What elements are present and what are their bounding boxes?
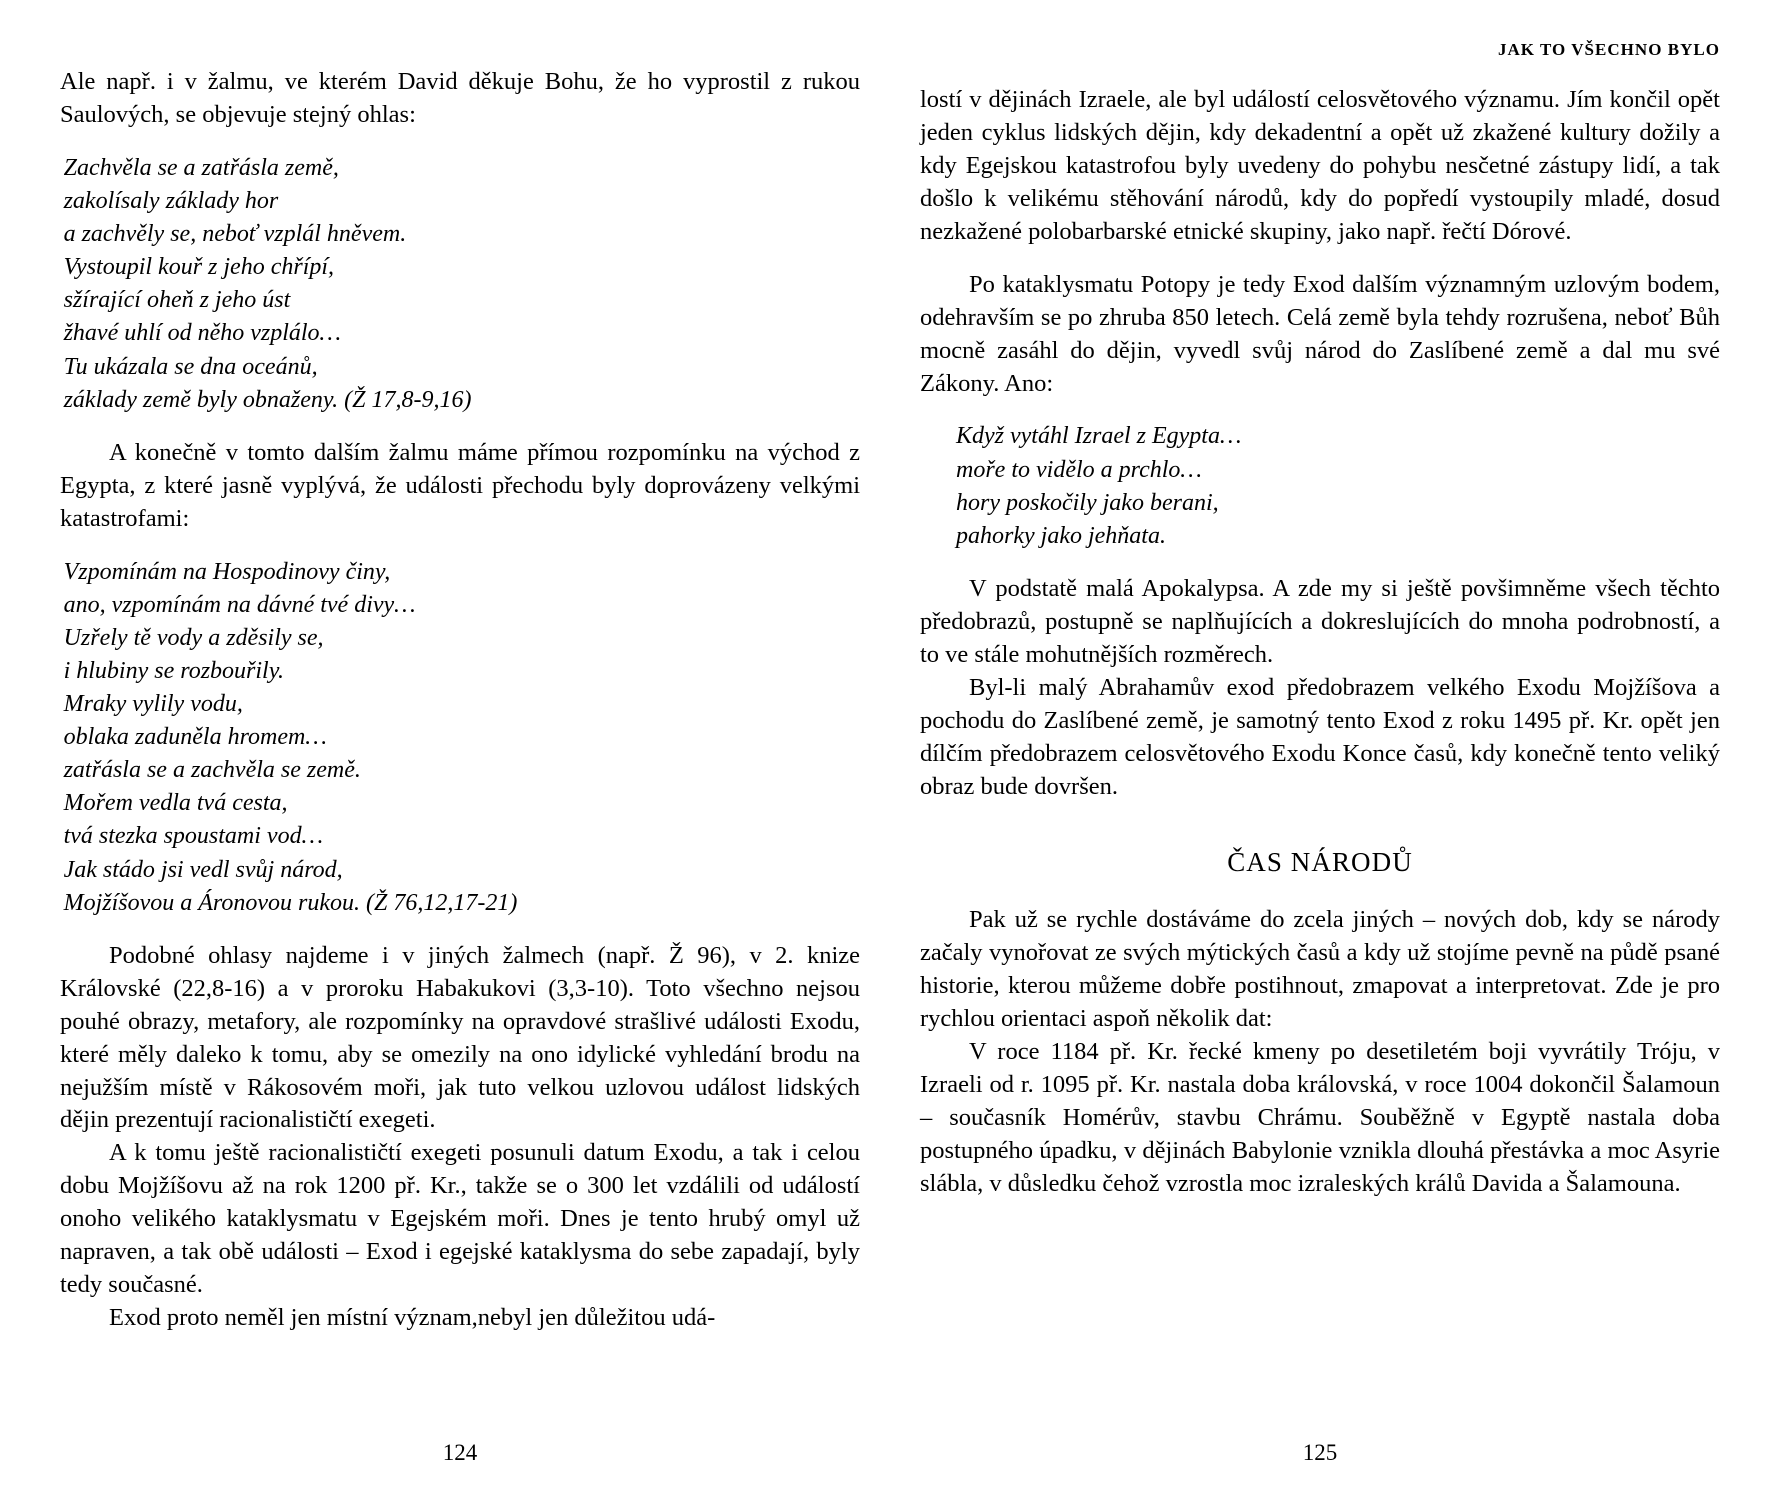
running-head: JAK TO VŠECHNO BYLO — [1497, 40, 1720, 59]
verse-line: Vzpomínám na Hospodinovy činy, — [63, 558, 391, 585]
verse-line: Vystoupil kouř z jeho chřípí, — [63, 254, 335, 281]
verse-line: Uzřely tě vody a zděsily se, — [63, 624, 324, 651]
paragraph-right-4: Byl-li malý Abrahamův exod předobrazem velkého Exodu Mojžíšova a pochodu do Zaslíbené země, je samotný tento Exod z roku 1495 př. Kr. opět jen dílčím předobrazem celosvětového Exodu Konce časů, kdy konečně tento veliký obraz bude dovršen. — [920, 673, 1720, 800]
verse-line: oblaka zaduněla hromem… — [63, 724, 327, 751]
verse-line: i hlubiny se rozbouřily. — [63, 657, 285, 684]
section-heading: ČAS NÁRODŮ — [1227, 847, 1413, 878]
verse-line: Mojžíšovou a Áronovou rukou. (Ž 76,12,17-21) — [63, 889, 518, 916]
verse-block-left-2 — [60, 556, 860, 920]
verse-block-right-1 — [920, 420, 1720, 552]
paragraph-right-2: Po kataklysmatu Potopy je tedy Exod dalším významným uzlovým bodem, odehravším se po zhruba 850 letech. Celá země byla tehdy rozrušena, neboť Bůh mocně zasáhl do dějin, vyvedl svůj národ do Zaslíbené země a dal mu své Zákony. Ano: — [920, 270, 1720, 397]
verse-line: žhavé uhlí od něho vzplálo… — [63, 320, 341, 347]
verse-line: sžírající oheň z jeho úst — [63, 287, 291, 314]
verse-line: Když vytáhl Izrael z Egypta… — [956, 423, 1242, 450]
page-number-right: 125 — [1302, 1440, 1338, 1465]
verse-line: tvá stezka spoustami vod… — [63, 823, 323, 850]
verse-line: Zachvěla se a zatřásla země, — [63, 154, 339, 181]
verse-line: pahorky jako jehňata. — [956, 522, 1166, 549]
paragraph-right-1: lostí v dějinách Izraele, ale byl událostí celosvětového významu. Jím končil opět jeden cyklus lidských dějin, kdy dekadentní a opět už zkažené kultury dožily a kdy Egejskou katastrofou byly uvedeny do pohybu nesčetné zástupy lidí, a tak došlo k velikému stěhování národů, kdy do popředí vystoupily mladé, dosud nezkažené polobarbarské etnické skupiny, jako např. řečtí Dórové. — [920, 86, 1720, 245]
verse-line: zatřásla se a zachvěla se země. — [63, 757, 361, 784]
paragraph-left-4: A k tomu ještě racionalističtí exegeti posunuli datum Exodu, a tak i celou dobu Mojžíšovu až na rok 1200 př. Kr., takže se o 300 let vzdálili od událostí onoho velikého kataklysmatu v Egejském moři. Dnes je tento hrubý omyl už napraven, a tak obě události – Exod i egejské kataklysma do sebe zapadají, byly tedy současné. — [60, 1139, 860, 1299]
paragraph-left-3: Podobné ohlasy najdeme i v jiných žalmech (např. Ž 96), v 2. knize Královské (22,8-16) a v proroku Habakukovi (3,3-10). Toto všechno nejsou pouhé obrazy, metafory, ale rozpomínky na opravdové strašlivé události Exodu, které měly daleko k tomu, aby se omezily na ono idylické vyhledání brodu na nejužším místě v Rákosovém moři, jak tuto velkou uzlovou událost lidských dějin prezentují racionalističtí exegeti. — [60, 941, 860, 1134]
verse-line: Jak stádo jsi vedl svůj národ, — [63, 856, 343, 883]
paragraph-left-1: Ale např. i v žalmu, ve kterém David děkuje Bohu, že ho vyprostil z rukou Saulových, se objevuje stejný ohlas: — [60, 68, 860, 128]
paragraph-right-6: V roce 1184 př. Kr. řecké kmeny po desetiletém boji vyvrátily Tróju, v Izraeli od r. 1095 př. Kr. nastala doba královská, v roce 1004 dokončil Šalamoun – současník Homérův, stavbu Chrámu. Souběžně v Egyptě nastala doba postupného úpadku, v dějinách Babylonie vznikla dlouhá přestávka a moc Asyrie slábla, v důsledku čehož vzrostla moc izraleských králů Davida a Šalamouna. — [920, 1038, 1720, 1197]
verse-line: a zachvěly se, neboť vzplál hněvem. — [63, 221, 407, 248]
paragraph-right-3: V podstatě malá Apokalypsa. A zde my si ještě povšimněme všech těchto předobrazů, postupně se naplňujících a dokreslujících do mnoha podrobností, a to ve stále mohutnějších rozměrech. — [920, 574, 1720, 668]
paragraph-right-5: Pak už se rychle dostáváme do zcela jiných – nových dob, kdy se národy začaly vynořovat ze svých mýtických časů a kdy už stojíme pevně na půdě psané historie, kterou můžeme dobře postihnout, zmapovat a interpretovat. Zde je pro rychlou orientaci aspoň několik dat: — [920, 906, 1720, 1033]
verse-line: základy země byly obnaženy. (Ž 17,8-9,16) — [63, 386, 472, 413]
verse-line: hory poskočily jako berani, — [956, 489, 1219, 516]
verse-line: Tu ukázala se dna oceánů, — [63, 353, 318, 380]
paragraph-left-2: A konečně v tomto dalším žalmu máme přímou rozpomínku na východ z Egypta, z které jasně vyplývá, že události přechodu byly doprovázeny velkými katastrofami: — [60, 438, 860, 532]
page-right — [920, 40, 1720, 1500]
verse-line: zakolísaly základy hor — [63, 187, 279, 214]
verse-line: Mraky vylily vodu, — [63, 691, 243, 717]
page-number-left: 124 — [442, 1440, 478, 1465]
paragraph-left-5: Exod proto neměl jen místní význam,nebyl jen důležitou udá- — [109, 1304, 716, 1332]
verse-line: moře to vidělo a prchlo… — [956, 456, 1202, 483]
page-left — [60, 40, 860, 1500]
verse-block-left-1 — [60, 152, 860, 417]
verse-line: Mořem vedla tvá cesta, — [63, 790, 288, 817]
verse-line: ano, vzpomínám na dávné tvé divy… — [63, 591, 416, 618]
